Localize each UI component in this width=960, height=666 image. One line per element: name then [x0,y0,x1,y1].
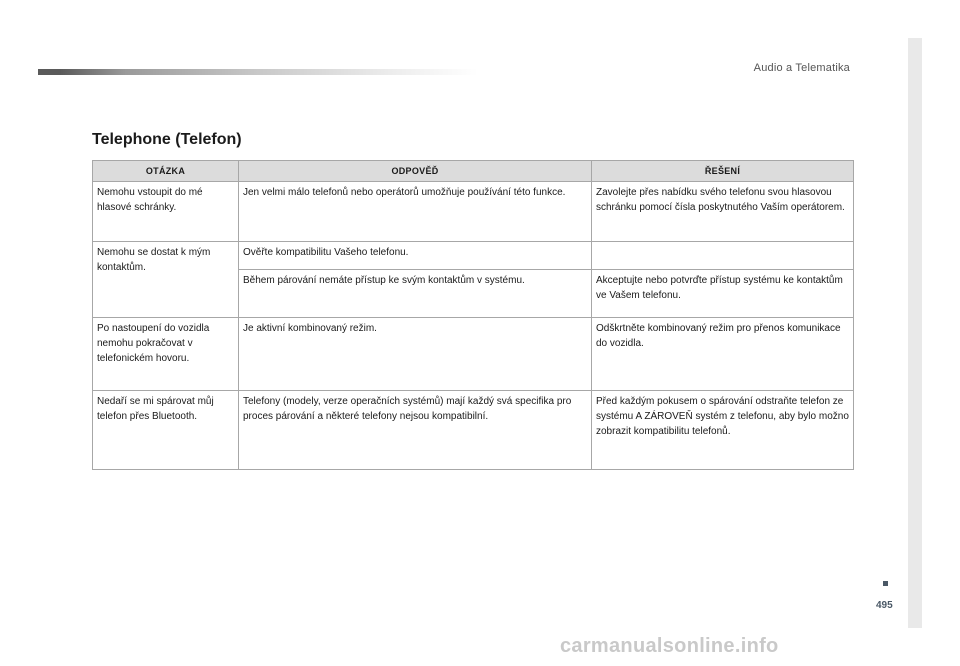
header-decor-bar [38,69,478,75]
table-row [93,182,854,242]
question-cell: Po nastoupení do vozidla nemohu pokračovat v telefonickém hovoru. [93,318,239,391]
question-cell: Nemohu vstoupit do mé hlasové schránky. [93,182,239,242]
answer-cell: Ověřte kompatibilitu Vašeho telefonu. [239,242,592,270]
answer-cell: Jen velmi málo telefonů nebo operátorů umožňuje používání této funkce. [239,182,592,242]
question-cell: Nemohu se dostat k mým kontaktům. [93,242,239,318]
answer-cell: Je aktivní kombinovaný režim. [239,318,592,391]
section-title: Audio a Telematika [753,62,850,74]
solution-cell: Před každým pokusem o spárování odstraňte telefon ze systému A ZÁROVEŇ systém z telefonu, aby bylo možno zobrazit kompatibilitu telefonů. [592,391,854,470]
table-row [93,318,854,391]
solution-cell [592,242,854,270]
watermark: carmanualsonline.info [560,635,779,657]
column-header-question: OTÁZKA [93,161,239,182]
table-row [93,391,854,470]
table-row [93,242,854,270]
page-marker [883,581,888,586]
faq-table [92,160,854,470]
page-number: 495 [876,600,893,611]
answer-cell: Telefony (modely, verze operačních systémů) mají každý svá specifika pro proces párování a některé telefony nejsou kompatibilní. [239,391,592,470]
column-header-answer: ODPOVĚĎ [239,161,592,182]
table-header-row [93,161,854,182]
solution-cell: Zavolejte přes nabídku svého telefonu svou hlasovou schránku pomocí čísla poskytnutého Vaším operátorem. [592,182,854,242]
solution-cell: Odškrtněte kombinovaný režim pro přenos komunikace do vozidla. [592,318,854,391]
side-strip [908,38,922,628]
page-heading: Telephone (Telefon) [92,131,242,148]
answer-cell: Během párování nemáte přístup ke svým kontaktům v systému. [239,270,592,318]
column-header-solution: ŘEŠENÍ [592,161,854,182]
question-cell: Nedaří se mi spárovat můj telefon přes Bluetooth. [93,391,239,470]
solution-cell: Akceptujte nebo potvrďte přístup systému ke kontaktům ve Vašem telefonu. [592,270,854,318]
